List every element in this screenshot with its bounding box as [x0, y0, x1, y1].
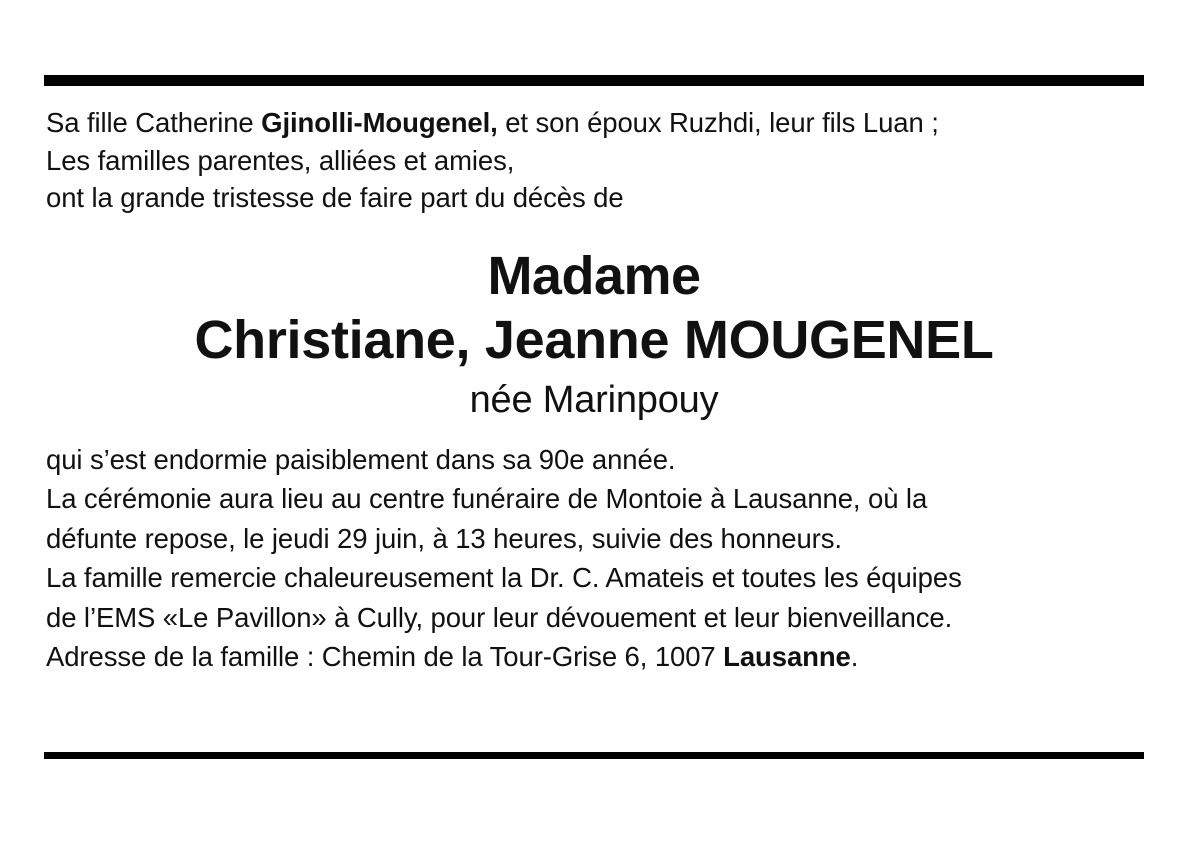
- body-text: La cérémonie aura lieu au centre funéraire de Montoie à Lausanne, où la: [46, 483, 928, 514]
- closing-paragraph: [46, 440, 1142, 677]
- body-text: et son époux Ruzhdi, leur fils Luan ;: [497, 107, 939, 138]
- closing-line: [46, 558, 1142, 598]
- body-text: de l’EMS «Le Pavillon» à Cully, pour leur dévouement et leur bienveillance.: [46, 601, 953, 633]
- body-text: défunte repose, le jeudi 29 juin, à 13 heures, suivie des honneurs.: [46, 522, 842, 554]
- top-divider-rule: [44, 75, 1144, 86]
- closing-line: [46, 519, 1142, 559]
- intro-line: [46, 142, 1142, 180]
- closing-line: [46, 440, 1142, 480]
- deceased-full-name: Christiane, Jeanne MOUGENEL: [194, 309, 994, 370]
- notice-body: [46, 104, 1142, 677]
- closing-line: [46, 598, 1142, 638]
- obituary-notice: [44, 0, 1144, 844]
- deceased-maiden-name: née Marinpouy: [469, 378, 719, 421]
- intro-line: [46, 179, 1142, 217]
- body-text: Sa fille Catherine: [46, 107, 262, 138]
- body-text: Adresse de la famille : Chemin de la Tour-Grise 6, 1007: [46, 641, 724, 672]
- bottom-divider-rule: [44, 752, 1144, 759]
- body-text: Les familles parentes, alliées et amies,: [46, 144, 515, 176]
- intro-line: [46, 104, 1142, 142]
- emphasis-text: Lausanne: [723, 641, 851, 672]
- closing-line: [46, 479, 1142, 519]
- intro-paragraph: [46, 104, 1142, 217]
- closing-line: [46, 637, 1142, 677]
- honorific-title: Madame: [487, 245, 701, 306]
- emphasis-text: Gjinolli-Mougenel,: [261, 107, 498, 138]
- deceased-block: [46, 245, 1142, 427]
- body-text: ont la grande tristesse de faire part du décès de: [46, 182, 624, 213]
- body-text: La famille remercie chaleureusement la Dr. C. Amateis et toutes les équipes: [46, 562, 962, 593]
- body-text: .: [850, 641, 859, 672]
- body-text: qui s’est endormie paisiblement dans sa 90e année.: [46, 443, 676, 475]
